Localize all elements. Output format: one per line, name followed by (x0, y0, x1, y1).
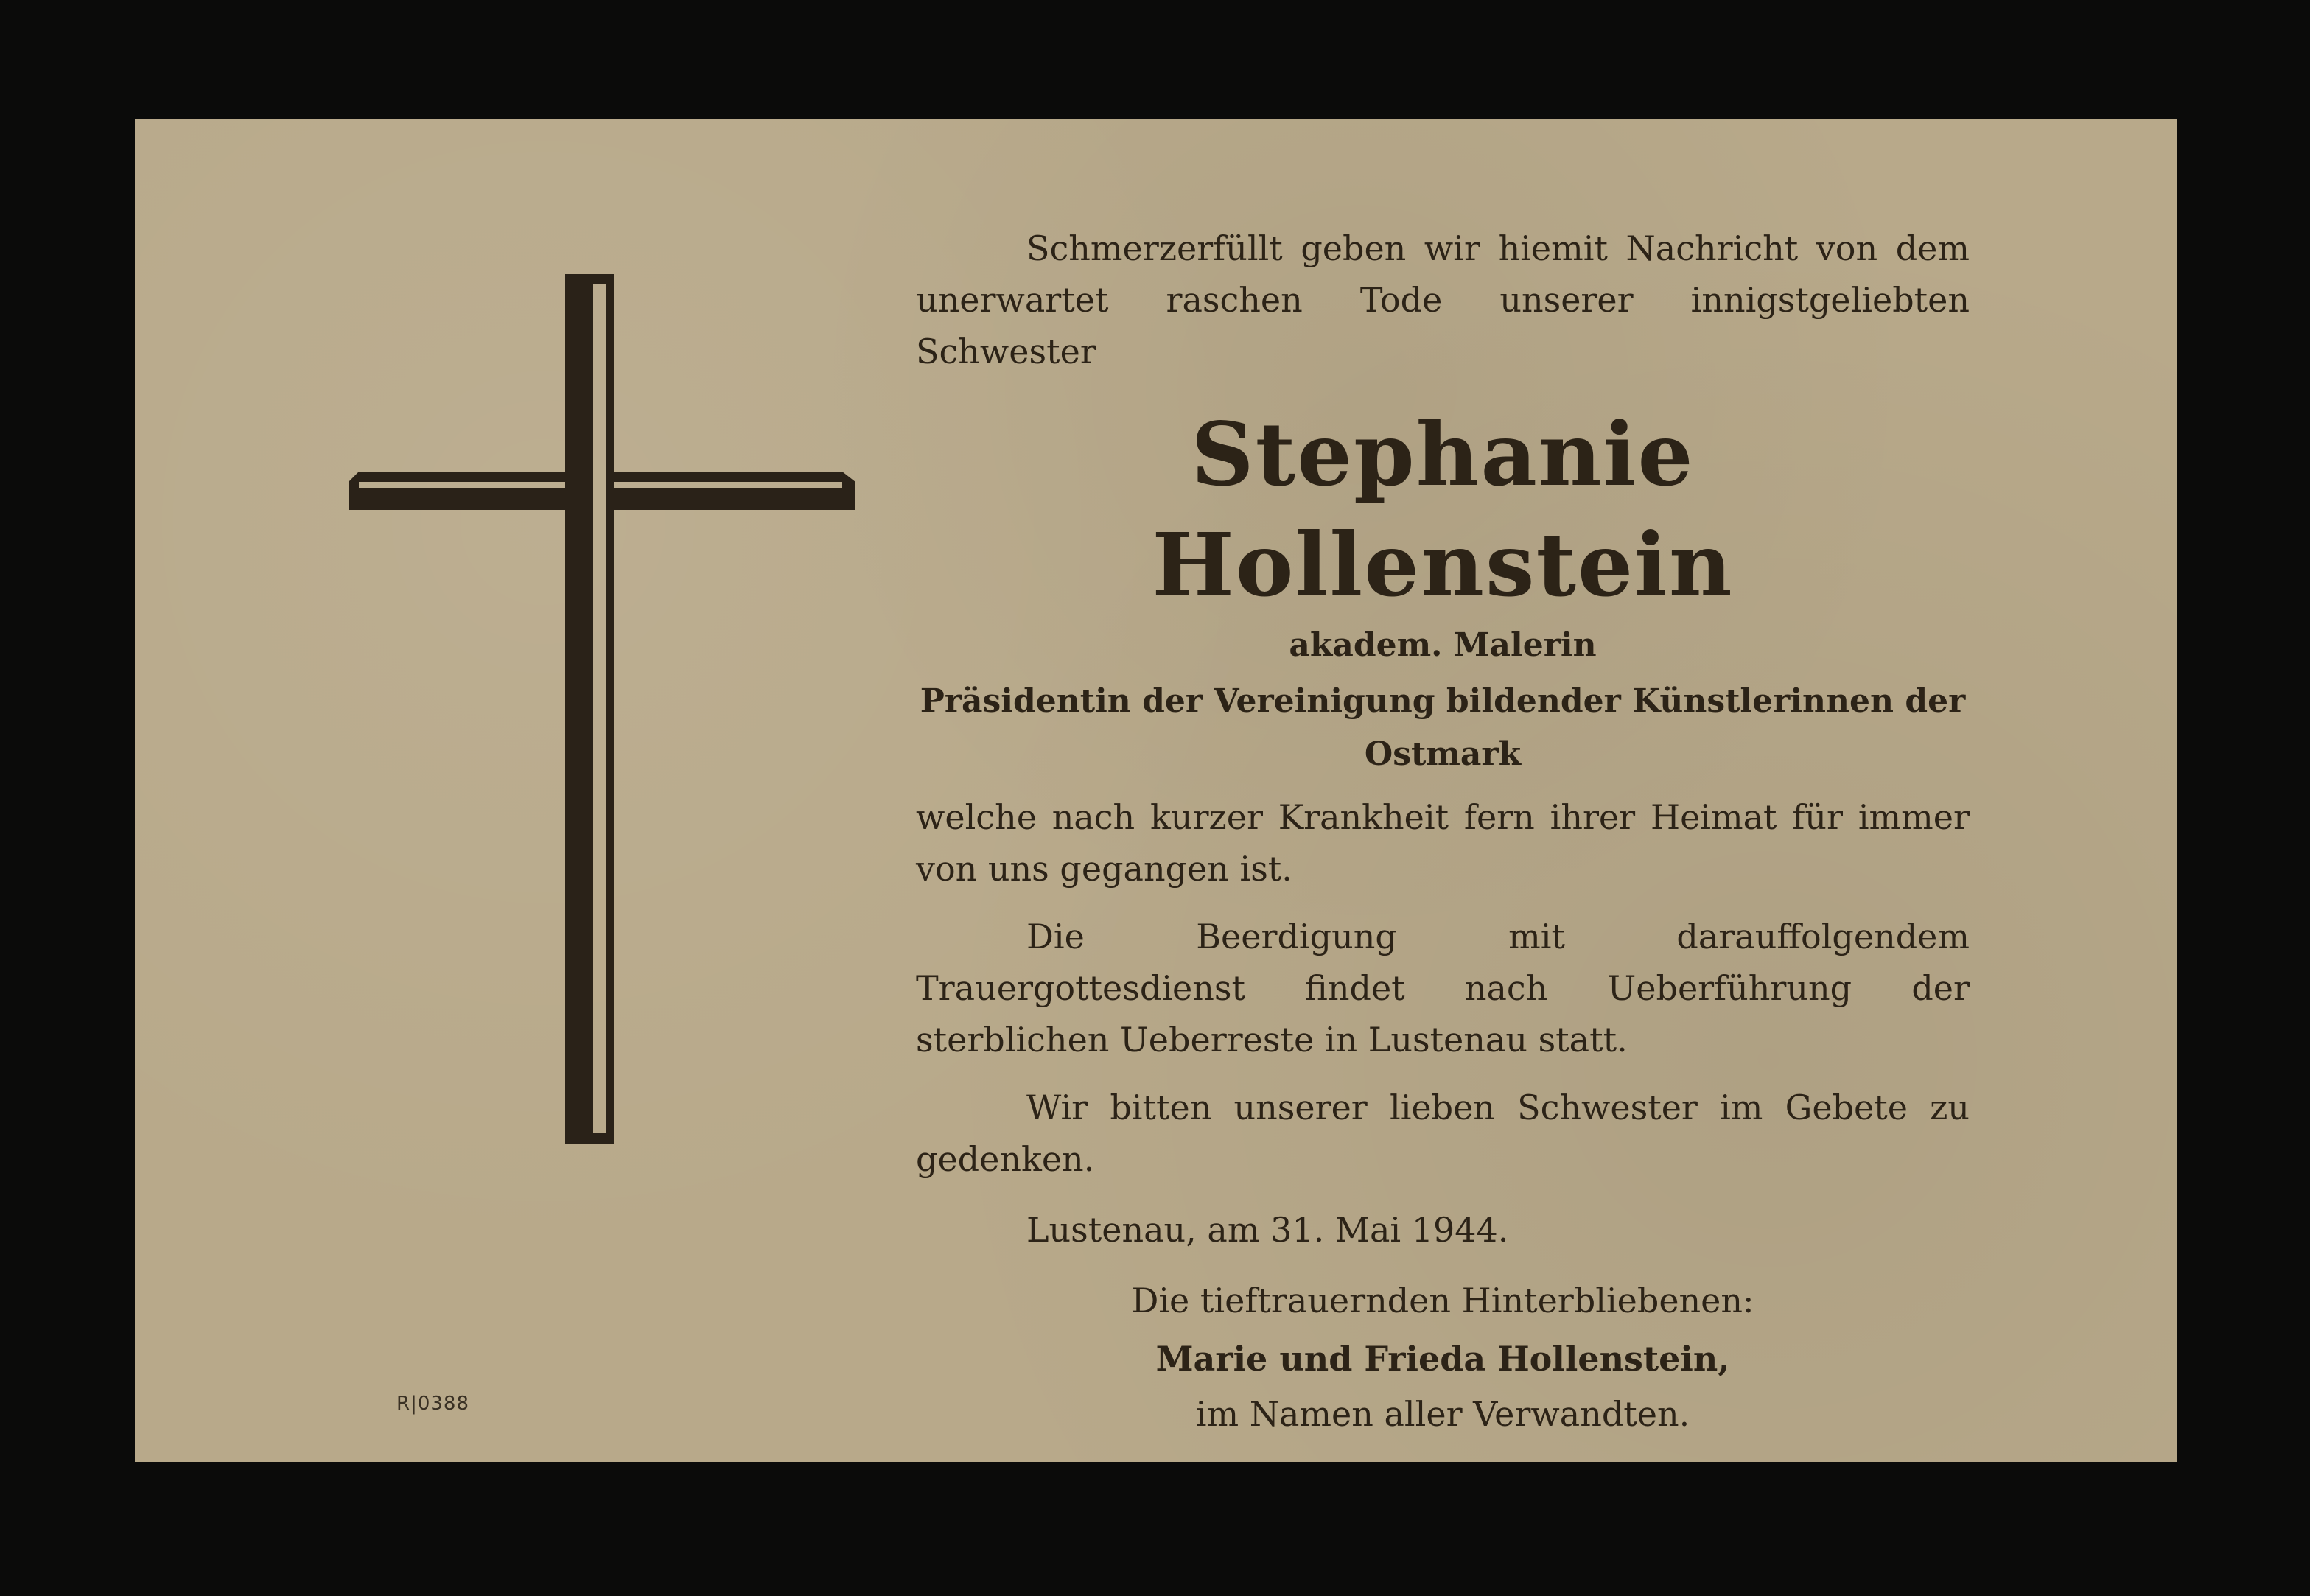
place-date: Lustenau, am 31. Mai 1944. (1026, 1210, 1509, 1250)
notice-text (916, 223, 1970, 1440)
print-code: R|0388 (396, 1393, 469, 1415)
profession: akadem. Malerin (1289, 626, 1597, 664)
passing-text: welche nach kurzer Krankheit fern ihrer Heimat für immer von uns gegangen ist. (916, 797, 1970, 889)
deceased-name: Stephanie Hollenstein (1152, 403, 1734, 616)
funeral-text: Die Beerdigung mit darauffolgendem Trauergottesdienst findet nach Ueberführung der sterblichen Ueberreste in Lustenau statt. (916, 917, 1970, 1060)
prayer-text: Wir bitten unserer lieben Schwester im Gebete zu gedenken. (916, 1088, 1970, 1179)
intro-text: Schmerzerfüllt geben wir hiemit Nachricht von dem unerwartet raschen Tode unserer innigstgeliebten Schwester (916, 228, 1970, 371)
mourners-label: Die tieftrauernden Hinterbliebenen: (1131, 1281, 1754, 1320)
mourners-names: Marie und Frieda Hollenstein, (1155, 1339, 1730, 1379)
position: Präsidentin der Vereinigung bildender Künstlerinnen der Ostmark (920, 682, 1966, 773)
obituary-card (135, 119, 2177, 1462)
mourners-relatives: im Namen aller Verwandten. (1195, 1394, 1690, 1434)
